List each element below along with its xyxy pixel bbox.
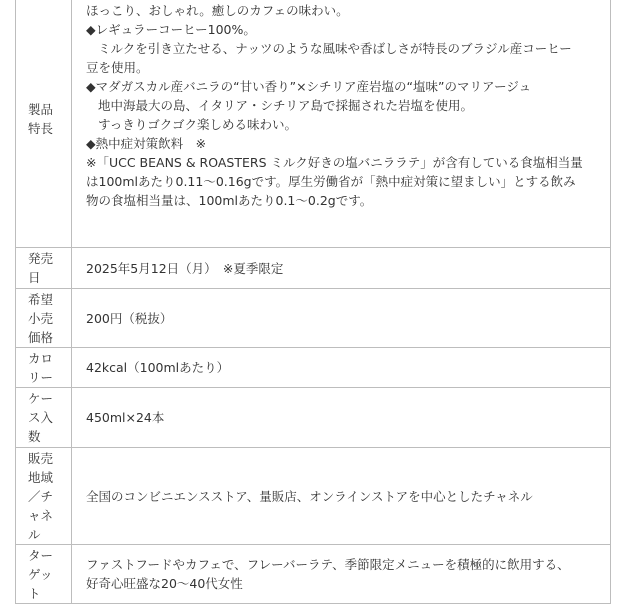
table-row-case-quantity [16, 388, 611, 448]
feature-line: ◆熱中症対策飲料 ※ [86, 136, 207, 151]
feature-note-line: ※「UCC BEANS & ROASTERS ミルク好きの塩バニララテ」が含有している食塩相当量 [86, 155, 583, 170]
table-row-release-date [16, 248, 611, 289]
feature-line: ◆レギュラーコーヒー100%。 [86, 22, 256, 37]
case-quantity-value: 450ml×24本 [72, 388, 611, 448]
row-label-target: ターゲット [16, 545, 72, 604]
feature-line: すっきりゴクゴク楽しめる味わい。 [98, 117, 298, 132]
sales-area-value: 全国のコンビニエンスストア、量販店、オンラインストアを中心としたチャネル [72, 448, 611, 545]
row-label-sales-area: 販売地域／チャネル [16, 448, 72, 545]
table-row-sales-area [16, 448, 611, 545]
feature-line: 豆を使用。 [86, 60, 149, 75]
row-label-product-features: 製品特長 [16, 0, 72, 248]
row-label-price: 希望小売価格 [16, 289, 72, 348]
target-line: 好奇心旺盛な20～40代女性 [86, 576, 243, 591]
release-date-value: 2025年5月12日（月） ※夏季限定 [72, 248, 611, 289]
table-row-price [16, 289, 611, 348]
calories-value: 42kcal（100mlあたり） [72, 348, 611, 388]
feature-line: ミルクを引き立たせる、ナッツのような風味や香ばしさが特長のブラジル産コーヒー [98, 41, 572, 56]
table-row-target [16, 545, 611, 604]
target-cell [72, 545, 611, 604]
feature-line: ほっこり、おしゃれ。癒しのカフェの味わい。 [86, 3, 349, 18]
product-features-cell [72, 0, 611, 248]
target-line: ファストフードやカフェで、フレーバーラテ、季節限定メニューを積極的に飲用する、 [86, 557, 570, 572]
feature-line: 地中海最大の島、イタリア・シチリア島で採掘された岩塩を使用。 [98, 98, 474, 113]
row-label-calories: カロリー [16, 348, 72, 388]
table-row-product-features [16, 0, 611, 248]
feature-note-line: は100mlあたり0.11～0.16gです。厚生労働省が「熱中症対策に望ましい」とする飲み [86, 174, 576, 189]
product-spec-table [15, 0, 611, 604]
feature-note-line: 物の食塩相当量は、100mlあたり0.1～0.2gです。 [86, 193, 373, 208]
feature-line: ◆マダガスカル産バニラの“甘い香り”×シチリア産岩塩の“塩味”のマリアージュ [86, 79, 532, 94]
price-value: 200円（税抜） [72, 289, 611, 348]
table-row-calories [16, 348, 611, 388]
row-label-case-quantity: ケース入数 [16, 388, 72, 448]
row-label-release-date: 発売日 [16, 248, 72, 289]
